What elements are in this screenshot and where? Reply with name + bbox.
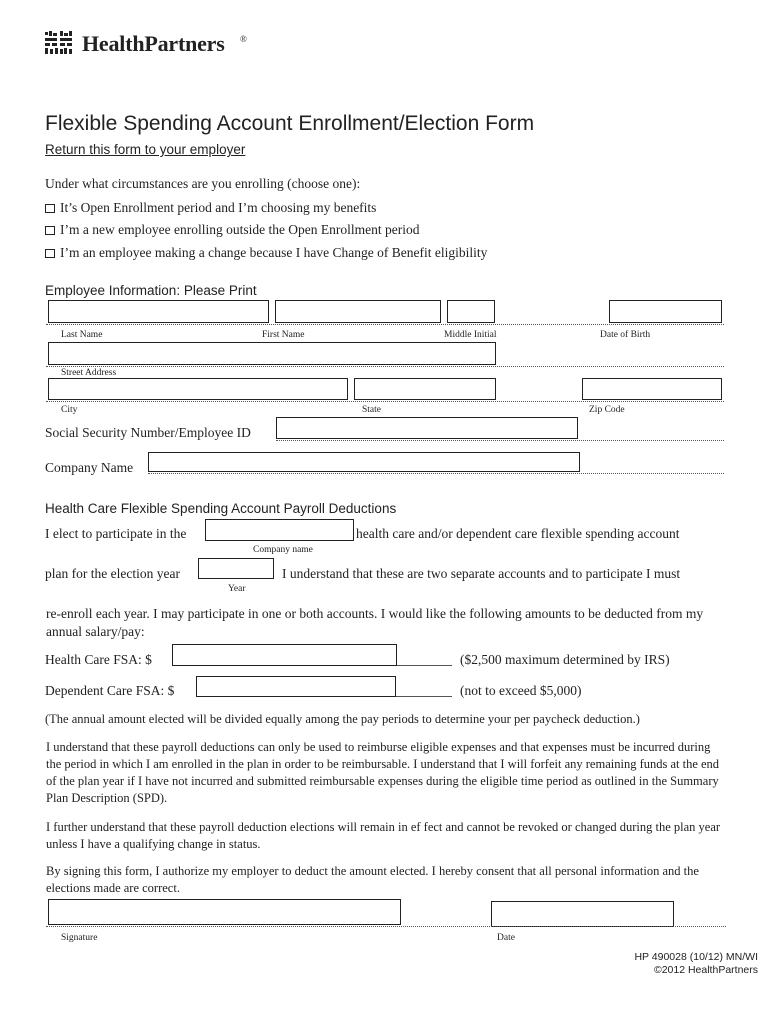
participate-company-input[interactable] bbox=[205, 519, 354, 541]
date-of-birth-input[interactable] bbox=[609, 300, 722, 323]
row-rule bbox=[148, 473, 724, 474]
enroll-option-open[interactable] bbox=[45, 200, 376, 216]
enroll-option-label: It’s Open Enrollment period and I’m choosing my benefits bbox=[60, 200, 377, 215]
first-name-input[interactable] bbox=[275, 300, 441, 323]
copyright: ©2012 HealthPartners bbox=[653, 964, 758, 976]
year-caption: Year bbox=[228, 584, 246, 594]
middle-initial-caption: Middle Initial bbox=[444, 330, 497, 340]
enroll-option-change[interactable] bbox=[45, 245, 487, 261]
row-rule bbox=[46, 366, 724, 367]
date-input[interactable] bbox=[491, 901, 674, 927]
healthpartners-logo-icon bbox=[44, 30, 74, 58]
participate-suffix: health care and/or dependent care flexible spending account bbox=[356, 526, 680, 541]
form-subtitle: Return this form to your employer bbox=[45, 142, 246, 157]
terms-paragraph-1: I understand that these payroll deductions can only be used to reimburse eligible expenses and that expenses must be incurred during the period in which I am enrolled in the plan in order to be reimbursable. I understand that I will forfeit any remaining funds at the end of the plan year if I have not incurred and submitted reimbursable expenses during the eligible time period as outlined in the Summary Plan Description (SPD). bbox=[46, 740, 720, 805]
annual-amount-note: (The annual amount elected will be divided equally among the pay periods to determine your per paycheck deduction.) bbox=[45, 712, 640, 726]
signature-input[interactable] bbox=[48, 899, 401, 925]
first-name-caption: First Name bbox=[262, 330, 305, 340]
enroll-question: Under what circumstances are you enrolling (choose one): bbox=[45, 176, 361, 191]
enroll-option-label: I’m an employee making a change because I have Change of Benefit eligibility bbox=[60, 245, 488, 260]
enroll-option-new[interactable] bbox=[45, 222, 420, 238]
health-care-fsa-label: Health Care FSA: $ bbox=[45, 652, 152, 667]
dependent-care-fsa-input[interactable] bbox=[196, 676, 396, 697]
brand-name: HealthPartners bbox=[82, 31, 225, 56]
health-care-fsa-input[interactable] bbox=[172, 644, 397, 666]
dependent-care-fsa-note: (not to exceed $5,000) bbox=[460, 683, 582, 698]
enroll-option-label: I’m a new employee enrolling outside the Open Enrollment period bbox=[60, 222, 420, 237]
election-year-input[interactable] bbox=[198, 558, 274, 579]
date-caption: Date bbox=[497, 933, 515, 943]
checkbox-new-employee[interactable] bbox=[45, 226, 55, 235]
row-rule bbox=[46, 324, 724, 325]
checkbox-open-enrollment[interactable] bbox=[45, 204, 55, 213]
dependent-care-underline bbox=[396, 696, 452, 697]
plan-year-suffix: I understand that these are two separate accounts and to participate I must bbox=[282, 566, 681, 581]
company-name-caption: Company name bbox=[253, 545, 313, 555]
company-name-input[interactable] bbox=[148, 452, 580, 472]
dependent-care-fsa-label: Dependent Care FSA: $ bbox=[45, 683, 175, 698]
participate-prefix: I elect to participate in the bbox=[45, 526, 187, 541]
city-caption: City bbox=[61, 405, 78, 415]
form-title: Flexible Spending Account Enrollment/Election Form bbox=[45, 112, 535, 135]
terms-paragraph-2: I further understand that these payroll deduction elections will remain in ef fect and cannot be revoked or changed during the plan year unless I have a qualifying change in status. bbox=[46, 820, 721, 851]
state-input[interactable] bbox=[354, 378, 496, 400]
city-input[interactable] bbox=[48, 378, 348, 400]
middle-initial-input[interactable] bbox=[447, 300, 495, 323]
street-address-caption: Street Address bbox=[61, 368, 117, 378]
signature-caption: Signature bbox=[61, 933, 98, 943]
ssn-input[interactable] bbox=[276, 417, 578, 439]
plan-year-prefix: plan for the election year bbox=[45, 566, 180, 581]
street-address-input[interactable] bbox=[48, 342, 496, 365]
state-caption: State bbox=[362, 405, 381, 415]
row-rule bbox=[276, 440, 724, 441]
ssn-label: Social Security Number/Employee ID bbox=[45, 425, 251, 440]
date-of-birth-caption: Date of Birth bbox=[600, 330, 651, 340]
zip-code-input[interactable] bbox=[582, 378, 722, 400]
reenroll-text: re-enroll each year. I may participate in one or both accounts. I would like the following amounts to be deducted from my annual salary/pay: bbox=[46, 606, 704, 639]
last-name-input[interactable] bbox=[48, 300, 269, 323]
row-rule bbox=[46, 401, 724, 402]
registered-mark: ® bbox=[240, 34, 247, 44]
row-rule bbox=[46, 926, 726, 927]
last-name-caption: Last Name bbox=[61, 330, 103, 340]
employee-info-heading: Employee Information: Please Print bbox=[45, 283, 257, 298]
zip-code-caption: Zip Code bbox=[589, 405, 625, 415]
payroll-heading: Health Care Flexible Spending Account Payroll Deductions bbox=[45, 501, 397, 516]
company-name-label: Company Name bbox=[45, 460, 134, 475]
health-care-underline bbox=[397, 665, 452, 666]
health-care-fsa-note: ($2,500 maximum determined by IRS) bbox=[460, 652, 670, 667]
form-code: HP 490028 (10/12) MN/WI bbox=[634, 951, 758, 963]
checkbox-change-benefit[interactable] bbox=[45, 249, 55, 258]
terms-paragraph-3: By signing this form, I authorize my employer to deduct the amount elected. I hereby consent that all personal information and the elections made are correct. bbox=[46, 864, 699, 895]
